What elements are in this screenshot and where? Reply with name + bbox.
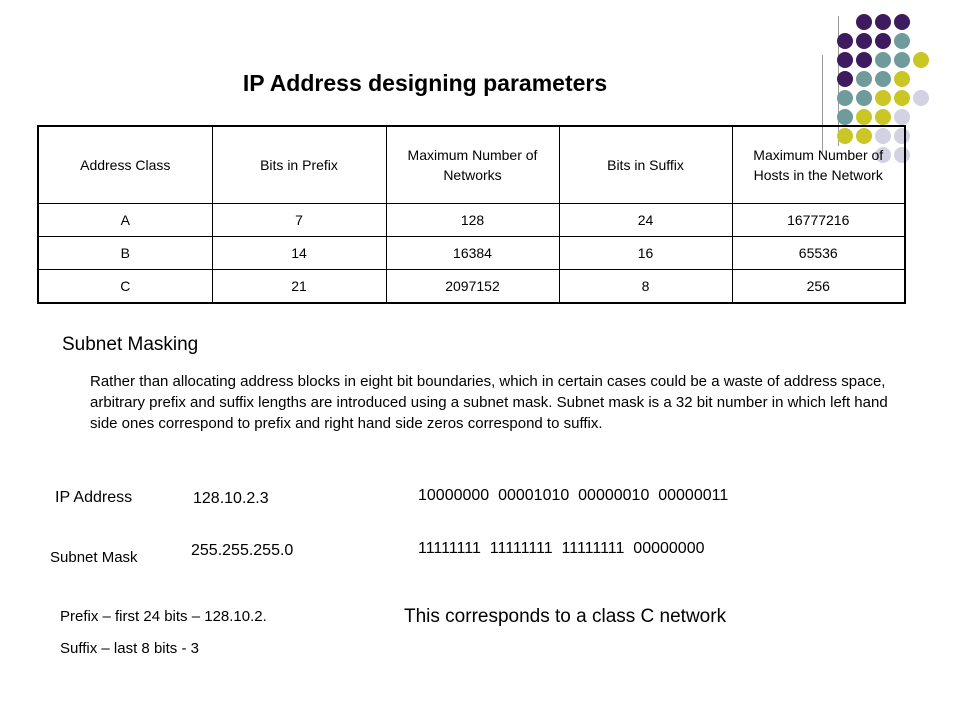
decor-dot <box>875 14 891 30</box>
suffix-line: Suffix – last 8 bits - 3 <box>60 640 199 657</box>
decor-dot <box>913 90 929 106</box>
table-cell: 256 <box>732 270 905 304</box>
subnet-mask-value: 255.255.255.0 <box>191 542 294 559</box>
page-title: IP Address designing parameters <box>242 70 608 96</box>
decor-dot <box>894 71 910 87</box>
decor-dot <box>875 109 891 125</box>
decor-dot <box>875 52 891 68</box>
decor-dot <box>913 52 929 68</box>
table-cell: 8 <box>559 270 732 304</box>
header-max-networks: Maximum Number of Networks <box>386 126 559 204</box>
subnet-mask-binary: 11111111 11111111 11111111 00000000 <box>418 540 705 557</box>
table-cell: 21 <box>212 270 386 304</box>
table-row <box>38 204 905 237</box>
decor-dot <box>875 33 891 49</box>
table-cell: 16384 <box>386 237 559 270</box>
table-row <box>38 270 905 304</box>
decor-dot <box>894 109 910 125</box>
table-cell: B <box>38 237 212 270</box>
header-bits-in-prefix: Bits in Prefix <box>212 126 386 204</box>
decor-dot <box>837 52 853 68</box>
ip-address-value: 128.10.2.3 <box>193 490 269 507</box>
table-cell: A <box>38 204 212 237</box>
table-cell: 7 <box>212 204 386 237</box>
class-c-conclusion: This corresponds to a class C network <box>404 606 727 627</box>
decor-dot <box>837 109 853 125</box>
table-cell: 24 <box>559 204 732 237</box>
table-cell: 128 <box>386 204 559 237</box>
decor-dot <box>856 33 872 49</box>
subnet-description: Rather than allocating address blocks in eight bit boundaries, which in certain cases could be a waste of address space, arbitrary prefix and suffix lengths are introduced using a subnet mask. Subnet mask is a 32 bit number in which left hand side ones correspond to prefix and right hand side zeros correspond to suffix. <box>90 373 888 432</box>
header-bits-in-suffix: Bits in Suffix <box>559 126 732 204</box>
header-max-hosts: Maximum Number of Hosts in the Network <box>732 126 905 204</box>
decor-dot <box>837 33 853 49</box>
table-header-row <box>38 126 905 204</box>
decor-dot <box>894 14 910 30</box>
decor-dot <box>875 71 891 87</box>
table-row <box>38 237 905 270</box>
decor-dot <box>856 52 872 68</box>
ip-address-label: IP Address <box>55 489 133 506</box>
subnet-mask-label: Subnet Mask <box>50 549 138 566</box>
section-heading: Subnet Masking <box>62 334 199 355</box>
decor-dot <box>856 109 872 125</box>
table-cell: 16 <box>559 237 732 270</box>
header-address-class: Address Class <box>38 126 212 204</box>
decor-dot <box>856 71 872 87</box>
table-cell: 2097152 <box>386 270 559 304</box>
decor-dot <box>875 90 891 106</box>
table-cell: 65536 <box>732 237 905 270</box>
decor-dot <box>856 90 872 106</box>
prefix-line: Prefix – first 24 bits – 128.10.2. <box>60 608 267 625</box>
table-cell: 14 <box>212 237 386 270</box>
decor-dot <box>894 33 910 49</box>
ip-address-binary: 10000000 00001010 00000010 00000011 <box>418 487 729 504</box>
address-class-table <box>37 125 906 304</box>
table-cell: C <box>38 270 212 304</box>
decor-dot <box>856 14 872 30</box>
table-cell: 16777216 <box>732 204 905 237</box>
decor-dot <box>894 52 910 68</box>
decor-dot <box>894 90 910 106</box>
